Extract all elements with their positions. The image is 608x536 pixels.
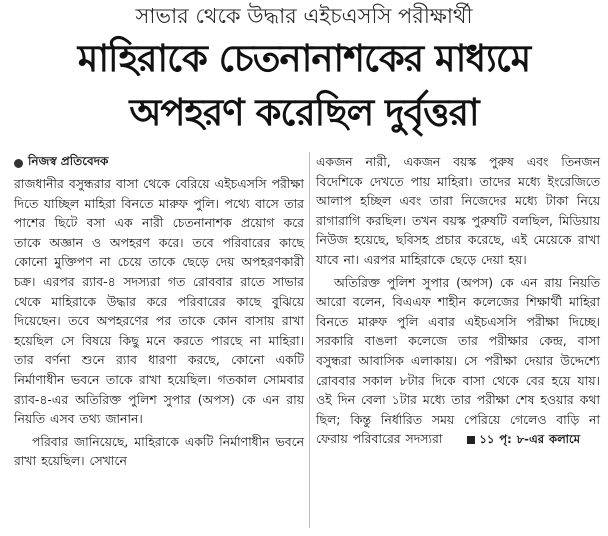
jump-text: ১১ পৃ: ৮-এর কলামে <box>479 432 580 447</box>
column-right <box>316 152 600 450</box>
column-divider <box>309 152 310 528</box>
headline-line-1: মাহিরাকে চেতনানাশকের মাধ্যমে <box>77 37 531 80</box>
continuation-jump <box>449 430 580 450</box>
headline-line-2: অপহরণ করেছিল দুর্বৃত্তরা <box>129 91 479 134</box>
paragraph-text: অতিরিক্ত পুলিশ সুপার (অপস) কে এন রায় নিয়তি আরো বলেন, বিএএফ শাহীন কলেজের শিক্ষার্থী মাহিরা বিনতে মারুফ পুলি এবার এইচএসসি পরীক্ষা দিচ্ছে। সরকারি বাঙলা কলেজে তার পরীক্ষার কেন্দ্র, বাসা বসুন্ধরা আবাসিক এলাকায়। সে পরীক্ষা দেয়ার উদ্দেশ্যে রোববার সকাল ৮টার দিকে বাসা থেকে বের হয়ে যায়। ওই দিন বেলা ১টার মধ্যে তার পরীক্ষা শেষ হওয়ার কথা ছিল; কিন্তু নির্ধারিত সময় পেরিয়ে গেলেও বাড়ি না ফেরায় পরিবারের সদস্যরা <box>316 274 600 447</box>
square-icon <box>467 436 475 444</box>
kicker: সাভার থেকে উদ্ধার এইচএসসি পরীক্ষার্থী <box>135 4 473 28</box>
column-left <box>14 152 304 471</box>
byline <box>14 152 304 174</box>
byline-text: নিজস্ব প্রতিবেদক <box>28 154 109 168</box>
paragraph: রাজধানীর বসুন্ধরার বাসা থেকে বেরিয়ে এইচএসসি পরীক্ষা দিতে যাচ্ছিল মাহিরা বিনতে মারুফ পুলি। পথ্যে বাসে তার পাশের ছিটে বসা এক নারী চেতনানাশক প্রয়োগ করে তাকে অজ্ঞান ও অপহরণ করে। তবে পরিবারের কাছে কোনো মুক্তিপণ না চেয়ে তাকে ছেড়ে দেয় অপহরণকারী চক্র। এরপর র‍্যাব-৪ সদস্যরা গত রোববার রাতে সাভার থেকে মাহিরাকে উদ্ধার করে পরিবারের কাছে বুঝিয়ে দিয়েছেন। তবে অপহরণের পর তাকে কোন বাসায় রাখা হয়েছিল সে বিষয়ে কিছু মনে করতে পারছে না মাহিরা। তার বর্ণনা শুনে র‍্যাব ধারণা করছে, কোনো একটি নির্মাণাধীন ভবনে তাকে রাখা হয়েছিল। গতকাল সোমবার র‍্যাব-৪-এর অতিরিক্ত পুলিশ সুপার (অপস) কে এন রায় নিয়তি এসব তথ্য জানান। <box>14 176 304 427</box>
paragraph: একজন নারী, একজন বয়স্ক পুরুষ এবং তিনজন বিদেশিকে দেখতে পায় মাহিরা। তাদের মধ্যে ইংরেজিতে আলাপ হচ্ছিল এবং তারা নিজেদের মধ্যে টাকা নিয়ে রাগারাগি করছিল। তখন বয়স্ক পুরুষটি বলছিল, মিডিয়ায় নিউজ হয়েছে, ছবিসহ প্রচার করেছে, এই মেয়েকে রাখা যাবে না। এরপর মাহিরাকে ছেড়ে দেয়া হয়। <box>316 154 600 267</box>
bullet-icon <box>14 159 23 168</box>
paragraph: পরিবার জানিয়েছে, মাহিরাকে একটি নির্মাণাধীন ভবনে রাখা হয়েছিল। সেখানে <box>14 433 304 469</box>
paragraph-with-jump <box>316 273 600 450</box>
